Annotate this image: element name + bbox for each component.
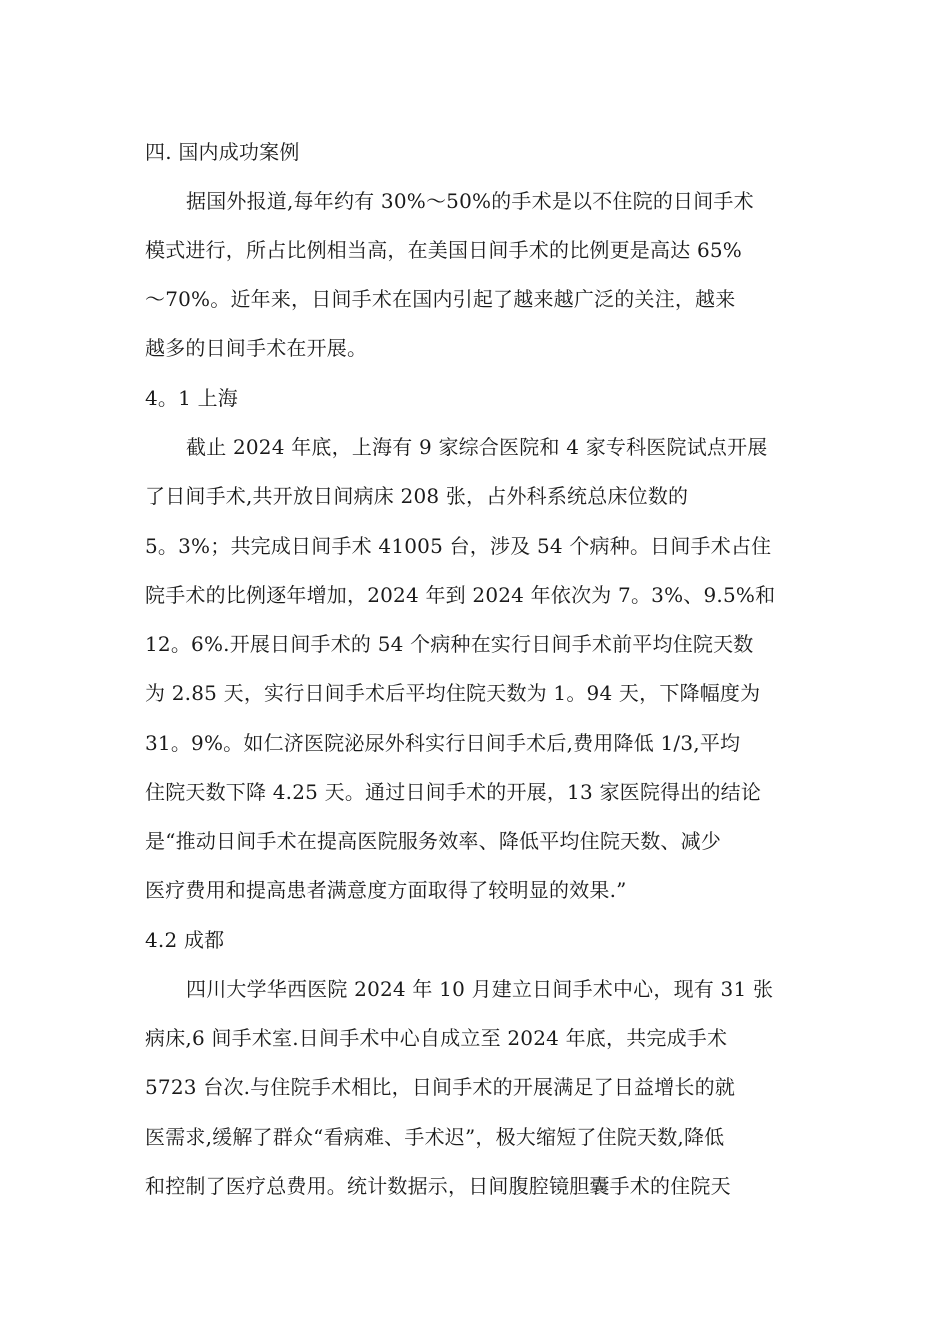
- chengdu-line-4: 医需求,缓解了群众“看病难、手术迟”，极大缩短了住院天数,降低: [145, 1125, 725, 1149]
- shanghai-line-6: 为 2.85 天，实行日间手术后平均住院天数为 1。94 天，下降幅度为: [145, 681, 761, 705]
- chengdu-line-1: 四川大学华西医院 2024 年 10 月建立日间手术中心，现有 31 张: [186, 977, 774, 1001]
- shanghai-line-7: 31。9%。如仁济医院泌尿外科实行日间手术后,费用降低 1/3,平均: [145, 731, 741, 755]
- intro-line-1: 据国外报道,每年约有 30%～50%的手术是以不住院的日间手术: [186, 189, 754, 213]
- shanghai-line-1: 截止 2024 年底，上海有 9 家综合医院和 4 家专科医院试点开展: [186, 435, 768, 459]
- shanghai-line-9: 是“推动日间手术在提高医院服务效率、降低平均住院天数、减少: [145, 829, 722, 853]
- intro-line-2: 模式进行，所占比例相当高，在美国日间手术的比例更是高达 65%: [145, 238, 743, 262]
- chengdu-line-2: 病床,6 间手术室.日间手术中心自成立至 2024 年底，共完成手术: [145, 1026, 728, 1050]
- subsection-heading-chengdu: 4.2 成都: [145, 928, 225, 952]
- shanghai-line-8: 住院天数下降 4.25 天。通过日间手术的开展，13 家医院得出的结论: [145, 780, 762, 804]
- shanghai-line-3: 5。3%；共完成日间手术 41005 台，涉及 54 个病种。日间手术占住: [145, 534, 772, 558]
- shanghai-line-5: 12。6%.开展日间手术的 54 个病种在实行日间手术前平均住院天数: [145, 632, 754, 656]
- subsection-heading-shanghai: 4。1 上海: [145, 386, 239, 410]
- shanghai-line-2: 了日间手术,共开放日间病床 208 张，占外科系统总床位数的: [145, 484, 689, 508]
- chengdu-line-5: 和控制了医疗总费用。统计数据示，日间腹腔镜胆囊手术的住院天: [145, 1174, 731, 1198]
- shanghai-line-4: 院手术的比例逐年增加，2024 年到 2024 年依次为 7。3%、9.5%和: [145, 583, 776, 607]
- section-heading: 四. 国内成功案例: [145, 140, 300, 164]
- chengdu-line-3: 5723 台次.与住院手术相比，日间手术的开展满足了日益增长的就: [145, 1075, 736, 1099]
- shanghai-line-10: 医疗费用和提高患者满意度方面取得了较明显的效果.”: [145, 878, 627, 902]
- intro-line-4: 越多的日间手术在开展。: [145, 336, 368, 360]
- intro-line-3: ～70%。近年来，日间手术在国内引起了越来越广泛的关注，越来: [145, 287, 736, 311]
